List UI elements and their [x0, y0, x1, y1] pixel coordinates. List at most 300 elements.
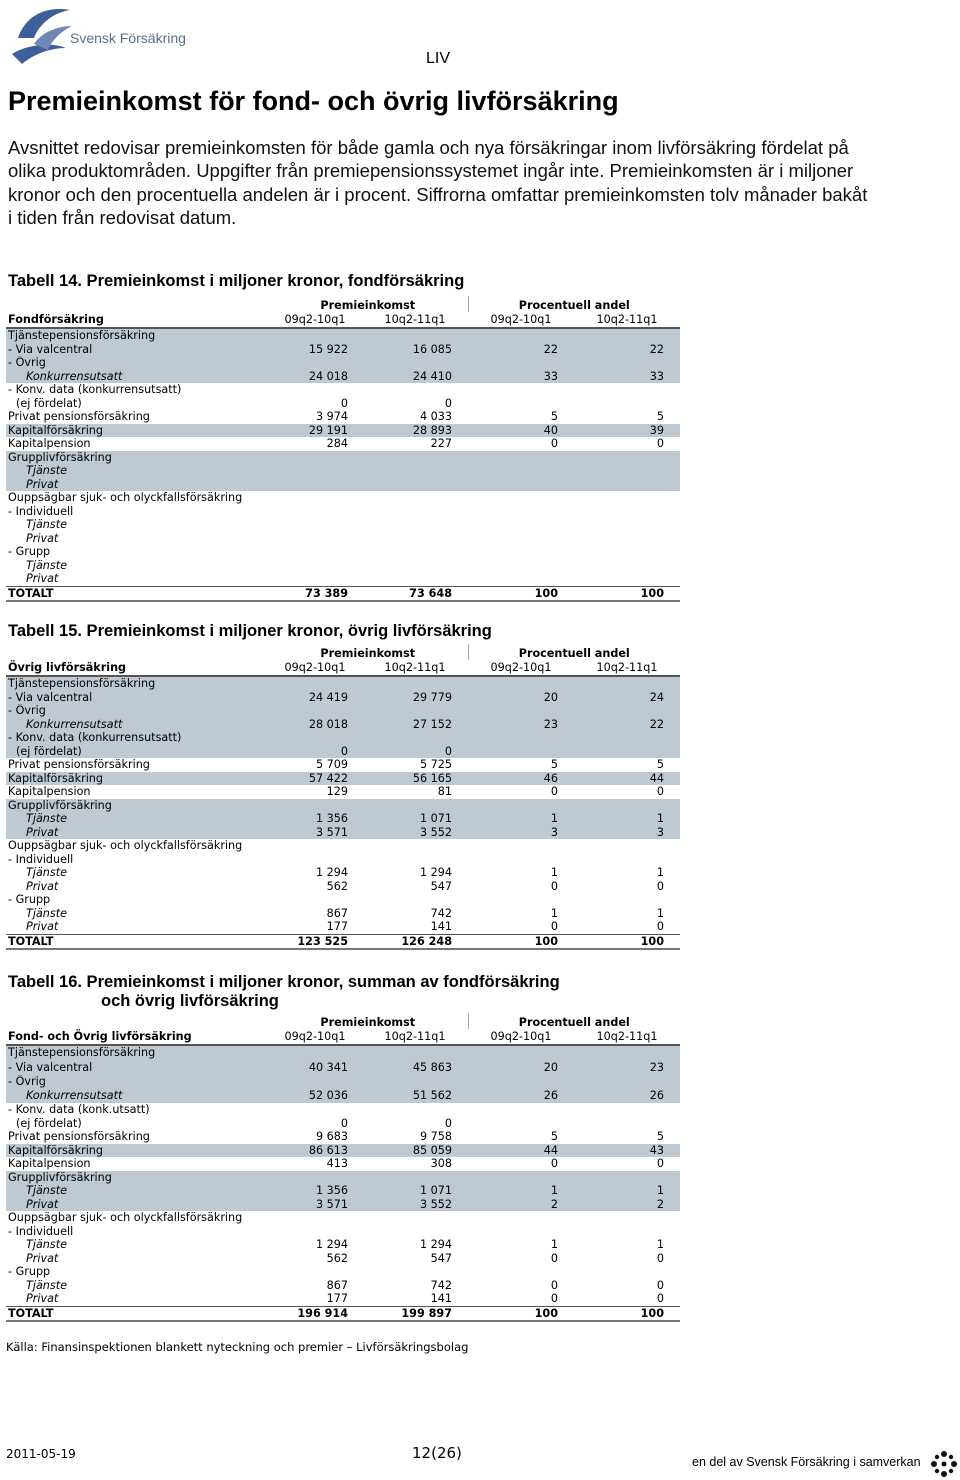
value-cell — [468, 383, 574, 397]
value-cell — [468, 676, 574, 691]
value-cell: 39 — [574, 424, 680, 438]
row-label: (ej fördelat) — [6, 745, 268, 759]
table-row — [6, 1045, 680, 1060]
value-cell — [574, 1117, 680, 1131]
value-cell: 5 — [550, 758, 558, 772]
table-row — [6, 880, 680, 894]
value-cell — [468, 1265, 574, 1279]
value-cell — [268, 893, 362, 907]
value-cell: 3 571 — [268, 826, 362, 840]
value-cell: 1 — [550, 1238, 558, 1252]
row-label: Konkurrensutsatt — [6, 718, 268, 732]
label-column-header: Övrig livförsäkring — [6, 660, 268, 676]
group-header-procentuell-andel: Procentuell andel — [468, 644, 680, 660]
value-cell — [268, 1075, 362, 1089]
table-row — [6, 451, 680, 465]
total-label: TOTALT — [6, 1306, 268, 1321]
row-label: Privat — [26, 1251, 59, 1265]
value-cell: 28 018 — [268, 718, 362, 732]
value-cell — [468, 356, 574, 370]
value-cell: 52 036 — [268, 1088, 362, 1103]
value-cell: 5 725 — [419, 758, 452, 772]
row-label: Ouppsägbar sjuk- och olyckfallsförsäkring — [8, 1211, 243, 1225]
total-value: 100 — [574, 586, 680, 601]
row-label: Kapitalförsäkring — [6, 424, 268, 438]
value-cell: 1 294 — [419, 1238, 452, 1252]
total-row — [6, 1306, 680, 1321]
table-row — [6, 893, 680, 907]
table-row — [6, 518, 680, 532]
value-cell: 0 — [656, 437, 664, 451]
group-header-premieinkomst: Premieinkomst — [320, 299, 416, 312]
row-label: Grupplivförsäkring — [6, 799, 268, 813]
value-cell: 20 — [468, 691, 574, 705]
value-cell: 0 — [362, 745, 468, 759]
value-cell: 1 — [656, 906, 664, 920]
value-cell: 867 — [326, 906, 348, 920]
period-column-header: 09q2-10q1 — [268, 660, 362, 676]
value-cell: 1 — [656, 866, 664, 880]
period-column-header: 09q2-10q1 — [268, 312, 362, 328]
table-row — [6, 799, 680, 813]
value-cell — [468, 799, 574, 813]
total-value: 73 389 — [268, 586, 362, 601]
value-cell — [468, 853, 574, 867]
value-cell — [574, 478, 680, 492]
table-row — [6, 437, 680, 451]
value-cell — [468, 532, 574, 546]
value-cell — [574, 1265, 680, 1279]
value-cell: 177 — [326, 1292, 348, 1306]
table-15-caption: Tabell 15. Premieinkomst i miljoner kronor, övrig livförsäkring — [8, 622, 492, 640]
source-note: Källa: Finansinspektionen blankett nyteckning och premier – Livförsäkringsbolag — [6, 1340, 469, 1354]
period-column-header: 10q2-11q1 — [362, 1029, 468, 1045]
value-cell: 28 893 — [362, 424, 468, 438]
row-label: Privat — [6, 478, 268, 492]
value-cell: 81 — [437, 785, 452, 799]
value-cell: 0 — [550, 1278, 558, 1292]
page-title: Premieinkomst för fond- och övrig livförsäkring — [8, 86, 619, 116]
value-cell — [574, 505, 680, 519]
value-cell — [574, 731, 680, 745]
value-cell — [362, 491, 468, 505]
footer-tagline: en del av Svensk Försäkring i samverkan — [692, 1455, 921, 1469]
value-cell: 547 — [430, 879, 452, 893]
table-row — [6, 343, 680, 357]
value-cell: 0 — [444, 1116, 452, 1130]
total-value: 100 — [574, 934, 680, 949]
row-label: Konkurrensutsatt — [6, 1088, 268, 1103]
value-cell — [268, 464, 362, 478]
value-cell — [574, 491, 680, 505]
value-cell — [574, 559, 680, 573]
period-column-header: 09q2-10q1 — [468, 1029, 574, 1045]
value-cell — [362, 704, 468, 718]
row-label: Kapitalförsäkring — [6, 772, 268, 786]
table-row — [6, 572, 680, 586]
value-cell: 1 — [468, 1184, 574, 1198]
footer-logo-icon — [930, 1450, 958, 1478]
row-label: Kapitalpension — [8, 437, 91, 451]
column-header-row — [6, 1029, 680, 1045]
value-cell — [268, 491, 362, 505]
row-label: Tjänste — [6, 1184, 268, 1198]
value-cell: 44 — [574, 772, 680, 786]
value-cell — [468, 731, 574, 745]
table-14 — [6, 296, 680, 602]
value-cell: 1 356 — [268, 1184, 362, 1198]
value-cell: 23 — [574, 1060, 680, 1075]
value-cell: 44 — [468, 1144, 574, 1158]
group-header-premieinkomst: Premieinkomst — [320, 647, 416, 660]
logo-wordmark: Svensk Försäkring — [70, 30, 186, 46]
value-cell — [268, 1171, 362, 1185]
value-cell — [574, 1103, 680, 1117]
value-cell: 129 — [326, 785, 348, 799]
value-cell: 0 — [268, 745, 362, 759]
table-16-caption-line2: och övrig livförsäkring — [101, 992, 279, 1010]
value-cell — [468, 545, 574, 559]
value-cell — [468, 1211, 574, 1225]
value-cell — [268, 1225, 362, 1239]
table-row — [6, 356, 680, 370]
table-16-caption — [8, 973, 648, 1011]
row-label: Tjänste — [26, 906, 67, 920]
value-cell: 308 — [430, 1157, 452, 1171]
value-cell — [268, 799, 362, 813]
table-row — [6, 545, 680, 559]
value-cell — [268, 505, 362, 519]
table-row — [6, 704, 680, 718]
value-cell — [468, 839, 574, 853]
value-cell: 26 — [574, 1088, 680, 1103]
row-label: Kapitalpension — [8, 1157, 91, 1171]
table-row — [6, 328, 680, 343]
row-label: - Övrig — [6, 356, 268, 370]
value-cell — [468, 505, 574, 519]
value-cell: 1 — [574, 812, 680, 826]
table-row — [6, 1279, 680, 1293]
value-cell — [362, 383, 468, 397]
row-label: Tjänste — [6, 812, 268, 826]
value-cell — [468, 1171, 574, 1185]
table-row — [6, 478, 680, 492]
total-value: 100 — [468, 586, 574, 601]
column-header-row — [6, 660, 680, 676]
value-cell: 24 018 — [268, 370, 362, 384]
table-row — [6, 785, 680, 799]
value-cell: 1 294 — [315, 1238, 348, 1252]
total-value: 123 525 — [268, 934, 362, 949]
table-row — [6, 1060, 680, 1075]
value-cell: 5 709 — [315, 758, 348, 772]
row-label: - Grupp — [8, 893, 51, 907]
value-cell — [574, 676, 680, 691]
value-cell — [574, 464, 680, 478]
value-cell: 2 — [574, 1198, 680, 1212]
value-cell — [574, 383, 680, 397]
value-cell — [468, 491, 574, 505]
value-cell — [362, 451, 468, 465]
total-row — [6, 586, 680, 601]
value-cell — [362, 839, 468, 853]
row-label: Tjänste — [26, 1278, 67, 1292]
row-label: - Via valcentral — [6, 1060, 268, 1075]
value-cell: 20 — [468, 1060, 574, 1075]
row-label: Privat — [26, 572, 59, 586]
value-cell — [362, 572, 468, 586]
value-cell: 9 683 — [315, 1130, 348, 1144]
value-cell: 27 152 — [362, 718, 468, 732]
value-cell: 86 613 — [268, 1144, 362, 1158]
table-row — [6, 1225, 680, 1239]
value-cell: 1 071 — [362, 1184, 468, 1198]
total-value: 100 — [468, 934, 574, 949]
row-label: Ouppsägbar sjuk- och olyckfallsförsäkring — [8, 839, 243, 853]
table-row — [6, 691, 680, 705]
blank-cell — [6, 296, 268, 312]
group-header-row — [6, 1013, 680, 1029]
row-label: Tjänste — [26, 866, 67, 880]
value-cell — [268, 1045, 362, 1060]
value-cell — [574, 1045, 680, 1060]
row-label: Tjänstepensionsförsäkring — [6, 676, 268, 691]
period-column-header: 09q2-10q1 — [468, 660, 574, 676]
value-cell — [268, 839, 362, 853]
total-value: 100 — [468, 1306, 574, 1321]
value-cell: 0 — [656, 1278, 664, 1292]
value-cell — [574, 545, 680, 559]
value-cell — [468, 478, 574, 492]
value-cell — [268, 451, 362, 465]
row-label: Privat pensionsförsäkring — [8, 410, 150, 424]
value-cell — [468, 559, 574, 573]
value-cell: 0 — [550, 1292, 558, 1306]
period-column-header: 09q2-10q1 — [268, 1029, 362, 1045]
row-label: Privat — [6, 1198, 268, 1212]
value-cell: 227 — [430, 437, 452, 451]
group-header-procentuell-andel: Procentuell andel — [468, 1013, 680, 1029]
value-cell — [468, 1117, 574, 1131]
value-cell: 2 — [468, 1198, 574, 1212]
table-row — [6, 907, 680, 921]
value-cell — [268, 676, 362, 691]
total-row — [6, 934, 680, 949]
value-cell — [362, 532, 468, 546]
value-cell — [468, 572, 574, 586]
group-header-row — [6, 644, 680, 660]
table-row — [6, 383, 680, 397]
row-label: Tjänstepensionsförsäkring — [6, 328, 268, 343]
value-cell — [362, 1225, 468, 1239]
row-label: (ej fördelat) — [16, 1116, 82, 1130]
total-value: 100 — [574, 1306, 680, 1321]
table-row — [6, 559, 680, 573]
value-cell: 5 — [550, 410, 558, 424]
value-cell: 742 — [430, 1278, 452, 1292]
table-16 — [6, 1013, 680, 1322]
value-cell: 1 — [574, 1184, 680, 1198]
value-cell — [268, 383, 362, 397]
value-cell: 5 — [656, 1130, 664, 1144]
value-cell — [362, 1211, 468, 1225]
value-cell: 40 341 — [268, 1060, 362, 1075]
table-row — [6, 812, 680, 826]
value-cell: 742 — [430, 906, 452, 920]
value-cell: 23 — [468, 718, 574, 732]
period-column-header: 10q2-11q1 — [362, 312, 468, 328]
table-row — [6, 410, 680, 424]
value-cell: 3 571 — [268, 1198, 362, 1212]
row-label: - Grupp — [8, 1265, 51, 1279]
value-cell — [362, 1171, 468, 1185]
value-cell — [362, 676, 468, 691]
row-label: Grupplivförsäkring — [6, 1171, 268, 1185]
table-row — [6, 718, 680, 732]
value-cell: 141 — [430, 920, 452, 934]
value-cell — [574, 451, 680, 465]
row-label: Privat — [26, 531, 59, 545]
value-cell — [468, 704, 574, 718]
table-row — [6, 745, 680, 759]
row-label: - Övrig — [6, 704, 268, 718]
value-cell: 547 — [430, 1251, 452, 1265]
table-row — [6, 839, 680, 853]
value-cell — [362, 464, 468, 478]
value-cell — [468, 328, 574, 343]
row-label: Tjänste — [26, 558, 67, 572]
value-cell — [468, 1045, 574, 1060]
value-cell — [362, 505, 468, 519]
value-cell — [574, 532, 680, 546]
value-cell: 5 — [656, 410, 664, 424]
table-row — [6, 1265, 680, 1279]
row-label: Tjänste — [26, 518, 67, 532]
table-row — [6, 826, 680, 840]
value-cell: 0 — [550, 879, 558, 893]
value-cell — [574, 704, 680, 718]
value-cell: 0 — [656, 1292, 664, 1306]
value-cell: 3 552 — [362, 1198, 468, 1212]
value-cell — [468, 464, 574, 478]
value-cell — [574, 518, 680, 532]
row-label: Kapitalpension — [8, 785, 91, 799]
row-label: - Övrig — [6, 1075, 268, 1089]
value-cell — [268, 545, 362, 559]
table-row — [6, 424, 680, 438]
row-label: - Individuell — [8, 1224, 74, 1238]
value-cell — [574, 1171, 680, 1185]
value-cell — [574, 328, 680, 343]
value-cell: 0 — [656, 920, 664, 934]
value-cell — [574, 893, 680, 907]
value-cell — [362, 1103, 468, 1117]
row-label: Ouppsägbar sjuk- och olyckfallsförsäkring — [8, 491, 243, 505]
value-cell: 0 — [550, 1251, 558, 1265]
period-column-header: 10q2-11q1 — [574, 1029, 680, 1045]
value-cell — [574, 1075, 680, 1089]
row-label: (ej fördelat) — [16, 396, 82, 410]
value-cell — [574, 356, 680, 370]
value-cell — [468, 893, 574, 907]
value-cell — [468, 745, 574, 759]
total-label: TOTALT — [6, 934, 268, 949]
row-label: Privat — [6, 826, 268, 840]
value-cell — [468, 1103, 574, 1117]
period-column-header: 09q2-10q1 — [468, 312, 574, 328]
table-row — [6, 1184, 680, 1198]
value-cell — [574, 839, 680, 853]
intro-paragraph: Avsnittet redovisar premieinkomsten för både gamla och nya försäkringar inom livförsäkring fördelat på olika produktområden. Uppgifter från premiepensionssystemet ingår inte. Premieinkomsten är i miljoner kronor och den procentuella andelen är i procent. Siffrorna omfattar premieinkomsten tolv månader bakåt i tiden från redovisat datum. — [8, 137, 868, 229]
row-label: Privat pensionsförsäkring — [8, 1130, 150, 1144]
row-label: Privat — [26, 1292, 59, 1306]
value-cell: 0 — [340, 1116, 348, 1130]
value-cell — [362, 356, 468, 370]
table-row — [6, 1238, 680, 1252]
row-label: Konkurrensutsatt — [6, 370, 268, 384]
table-row — [6, 1211, 680, 1225]
table-row — [6, 1198, 680, 1212]
value-cell: 1 — [550, 866, 558, 880]
value-cell: 15 922 — [268, 343, 362, 357]
table-row — [6, 1157, 680, 1171]
value-cell — [574, 853, 680, 867]
table-row — [6, 758, 680, 772]
value-cell: 16 085 — [362, 343, 468, 357]
value-cell: 562 — [326, 879, 348, 893]
group-header-premieinkomst: Premieinkomst — [320, 1016, 416, 1029]
value-cell — [268, 532, 362, 546]
value-cell: 1 — [468, 812, 574, 826]
group-header-procentuell-andel: Procentuell andel — [468, 296, 680, 312]
row-label: - Individuell — [8, 504, 74, 518]
value-cell: 22 — [574, 343, 680, 357]
value-cell: 24 — [574, 691, 680, 705]
value-cell: 3 — [574, 826, 680, 840]
value-cell: 0 — [656, 785, 664, 799]
value-cell — [268, 704, 362, 718]
value-cell: 0 — [656, 1157, 664, 1171]
group-header-row — [6, 296, 680, 312]
value-cell — [268, 478, 362, 492]
table-16-caption-line1: Tabell 16. Premieinkomst i miljoner kronor, summan av fondförsäkring — [8, 973, 560, 991]
table-row — [6, 491, 680, 505]
value-cell — [362, 799, 468, 813]
table-row — [6, 1075, 680, 1089]
period-column-header: 10q2-11q1 — [362, 660, 468, 676]
value-cell — [268, 1211, 362, 1225]
period-column-header: 10q2-11q1 — [574, 312, 680, 328]
table-row — [6, 532, 680, 546]
row-label: - Konv. data (konk.utsatt) — [8, 1103, 150, 1117]
table-row — [6, 1292, 680, 1306]
value-cell — [268, 853, 362, 867]
value-cell: 0 — [340, 396, 348, 410]
blank-cell — [6, 644, 268, 660]
value-cell — [362, 328, 468, 343]
value-cell: 141 — [430, 1292, 452, 1306]
table-row — [6, 505, 680, 519]
value-cell: 1 356 — [268, 812, 362, 826]
table-row — [6, 1103, 680, 1117]
value-cell: 0 — [656, 1251, 664, 1265]
table-row — [6, 920, 680, 934]
table-row — [6, 772, 680, 786]
value-cell — [574, 745, 680, 759]
value-cell — [362, 853, 468, 867]
value-cell: 0 — [550, 1157, 558, 1171]
column-header-row — [6, 312, 680, 328]
